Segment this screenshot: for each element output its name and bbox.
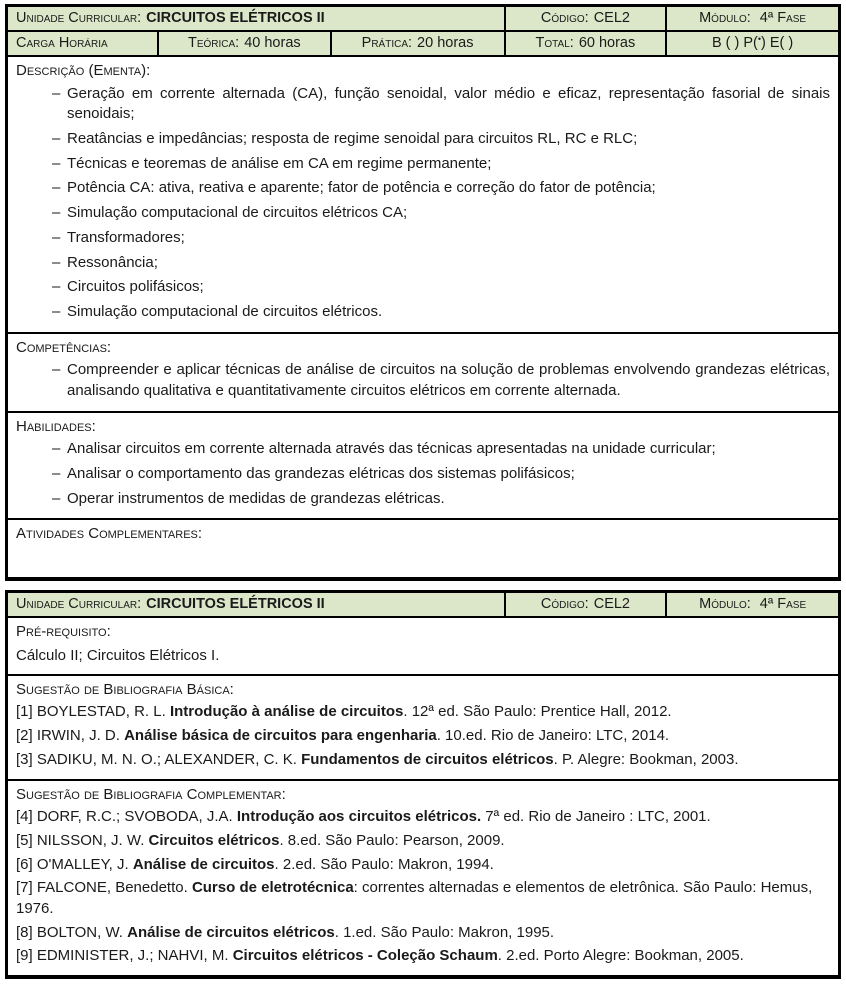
bibliografia-complementar-row (7, 780, 840, 978)
dash-marker: – (52, 361, 61, 379)
dash-marker: – (52, 84, 61, 102)
total-label: Total: (535, 35, 574, 51)
carga-horaria-cell (7, 31, 159, 56)
bib-entry-authors: [3] SADIKU, M. N. O.; ALEXANDER, C. K. (16, 750, 302, 768)
bib-entry-authors: [1] BOYLESTAD, R. L. (16, 703, 170, 721)
bib-entry-authors: [5] NILSSON, J. W. (16, 831, 149, 849)
list-item-text: Transformadores; (67, 228, 185, 246)
competencias-cell (7, 333, 840, 412)
list-item-text: Analisar o comportamento das grandezas elétricas dos sistemas polifásicos; (67, 465, 575, 482)
header-row-unit-2 (7, 592, 840, 618)
pratica-cell (331, 31, 505, 56)
bibliografia-basica-cell (7, 675, 840, 780)
bib-entry-edition-publisher: . P. Alegre: Bookman, 2003. (553, 750, 739, 768)
descricao-items (52, 84, 830, 323)
list-item (52, 489, 830, 510)
modulo-cell (666, 6, 839, 32)
bib-entry-edition-publisher: . 10.ed. Rio de Janeiro: LTC, 2014. (436, 727, 670, 745)
prerequisito-cell (7, 617, 840, 674)
list-item-text: Geração em corrente alternada (CA), função senoidal, valor médio e eficaz, representação fasorial de sinais senoidais; (67, 84, 830, 123)
bib-entry-title: Fundamentos de circuitos elétricos (301, 750, 554, 768)
modulo-label-2: Módulo: (699, 596, 751, 613)
prerequisito-row (7, 617, 840, 674)
list-item-text: Simulação computacional de circuitos elétricos CA; (67, 204, 408, 222)
unidade-curricular-cell (7, 6, 505, 32)
bibliography-entry (16, 855, 830, 876)
list-item (52, 178, 830, 199)
bib-entry-edition-publisher: : correntes alternadas e elementos de eletrônica. São Paulo: Hemus, 1976. (16, 879, 813, 917)
bibliografia-basica-entries (16, 702, 830, 770)
total-value: 60 horas (578, 35, 636, 51)
list-item (52, 277, 830, 298)
dash-marker: – (52, 302, 61, 320)
codigo-cell-2 (505, 592, 667, 618)
dash-marker: – (52, 440, 61, 458)
bibliography-entry (16, 831, 830, 852)
dash-marker: – (52, 228, 61, 246)
bib-entry-edition-publisher: . 2.ed. São Paulo: Makron, 1994. (274, 855, 494, 873)
modulo-cell-2 (666, 592, 839, 618)
pratica-label: Prática: (361, 35, 413, 51)
codigo-value-2: CEL2 (593, 596, 630, 613)
unidade-curricular-label: Unidade Curricular: (16, 10, 142, 26)
list-item-text: Potência CA: ativa, reativa e aparente; fator de potência e correção do fator de potência; (67, 179, 656, 197)
bpe-marked-dot: • (757, 34, 762, 44)
bib-entry-title: Análise de circuitos elétricos (127, 923, 335, 941)
codigo-label-2: Código: (540, 596, 589, 613)
bibliography-entry (16, 807, 830, 828)
bibliografia-complementar-cell (7, 780, 840, 978)
list-item (52, 203, 830, 224)
descricao-label: Descrição (Ementa): (16, 62, 151, 79)
list-item-text: Reatâncias e impedâncias; resposta de regime senoidal para circuitos RL, RC e RLC; (67, 130, 638, 148)
bibliography-table (5, 590, 841, 979)
dash-marker: – (52, 154, 61, 172)
bibliografia-complementar-entries (16, 807, 830, 967)
competencias-label: Competências: (16, 338, 112, 356)
total-cell (505, 31, 667, 56)
unidade-curricular-value: CIRCUITOS ELÉTRICOS II (146, 10, 325, 26)
bib-entry-title: Circuitos elétricos (148, 831, 280, 849)
list-item-text: Operar instrumentos de medidas de grandezas elétricas. (67, 489, 445, 507)
bibliography-entry (16, 702, 830, 723)
bibliografia-basica-label: Sugestão de Bibliografia Básica: (16, 680, 234, 698)
carga-horaria-label: Carga Horária (16, 35, 108, 51)
bib-entry-edition-publisher: . 8.ed. São Paulo: Pearson, 2009. (279, 831, 505, 849)
habilidades-cell (7, 412, 840, 520)
bibliography-entry (16, 923, 830, 944)
bibliography-entry (16, 946, 830, 967)
bib-entry-title: Introdução à análise de circuitos (169, 703, 404, 721)
teorica-label: Teórica: (187, 35, 240, 51)
bibliografia-basica-row (7, 675, 840, 780)
teorica-cell (158, 31, 330, 56)
list-item (52, 228, 830, 249)
list-item-text: Analisar circuitos em corrente alternada através das técnicas apresentadas na unidade curricular; (67, 440, 716, 458)
modulo-value: 4ª Fase (759, 10, 807, 26)
bib-entry-authors: [8] BOLTON, W. (16, 923, 128, 941)
pratica-value: 20 horas (417, 35, 474, 51)
descricao-cell (7, 56, 840, 333)
bib-entry-edition-publisher: . 2.ed. Porto Alegre: Bookman, 2005. (497, 947, 744, 965)
dash-marker: – (52, 489, 61, 507)
competencias-row (7, 333, 840, 412)
bibliografia-complementar-label: Sugestão de Bibliografia Complementar: (16, 785, 286, 803)
dash-marker: – (52, 179, 61, 197)
competencias-items (52, 360, 830, 401)
modulo-value-2: 4ª Fase (759, 596, 807, 613)
dash-marker: – (52, 465, 61, 482)
bpe-checkboxes-cell (666, 31, 839, 56)
unidade-curricular-value-2: CIRCUITOS ELÉTRICOS II (146, 596, 325, 613)
bib-entry-edition-publisher: . 1.ed. São Paulo: Makron, 1995. (334, 923, 555, 941)
list-item (52, 464, 830, 485)
header-row-unit (7, 6, 840, 32)
codigo-value: CEL2 (593, 10, 630, 26)
prerequisito-value: Cálculo II; Circuitos Elétricos I. (16, 647, 220, 665)
list-item (52, 253, 830, 274)
bib-entry-title: Circuitos elétricos - Coleção Schaum (232, 947, 498, 965)
bib-entry-title: Análise de circuitos (132, 855, 275, 873)
dash-marker: – (52, 204, 61, 222)
bib-entry-title: Análise básica de circuitos para engenharia (124, 727, 437, 745)
codigo-cell (505, 6, 667, 32)
atividades-label: Atividades Complementares: (16, 525, 203, 543)
bib-entry-title: Curso de eletrotécnica (191, 879, 354, 897)
list-item (52, 439, 830, 460)
bib-entry-title: Introdução aos circuitos elétricos. (236, 808, 482, 826)
bib-entry-authors: [9] EDMINISTER, J.; NAHVI, M. (16, 947, 233, 965)
bib-entry-edition-publisher: . 12ª ed. São Paulo: Prentice Hall, 2012. (403, 703, 672, 721)
list-item (52, 84, 830, 125)
habilidades-items (52, 439, 830, 509)
list-item-text: Simulação computacional de circuitos elétricos. (67, 302, 383, 320)
atividades-cell (7, 519, 840, 579)
habilidades-row (7, 412, 840, 520)
atividades-row (7, 519, 840, 579)
list-item-text: Técnicas e teoremas de análise em CA em regime permanente; (67, 154, 492, 172)
bib-entry-authors: [6] O'MALLEY, J. (16, 855, 133, 873)
header-row-carga (7, 31, 840, 56)
modulo-label: Módulo: (699, 10, 751, 26)
bibliography-entry (16, 726, 830, 747)
codigo-label: Código: (540, 10, 589, 26)
list-item (52, 360, 830, 401)
habilidades-label: Habilidades: (16, 417, 96, 435)
unidade-curricular-cell-2 (7, 592, 505, 618)
list-item (52, 129, 830, 150)
list-item (52, 154, 830, 175)
course-plan-table (5, 4, 841, 581)
bpe-prefix: B ( ) P( (711, 35, 758, 51)
teorica-value: 40 horas (244, 35, 301, 51)
descricao-row (7, 56, 840, 333)
list-item (52, 302, 830, 323)
dash-marker: – (52, 130, 61, 148)
bib-entry-authors: [7] FALCONE, Benedetto. (16, 879, 192, 897)
dash-marker: – (52, 253, 61, 271)
bpe-suffix: ) E( ) (761, 35, 794, 51)
bib-entry-edition-publisher: 7ª ed. Rio de Janeiro : LTC, 2001. (481, 808, 711, 826)
prerequisito-label: Pré-requisito: (16, 623, 111, 641)
bib-entry-authors: [2] IRWIN, J. D. (16, 727, 125, 745)
bib-entry-authors: [4] DORF, R.C.; SVOBODA, J.A. (16, 808, 237, 826)
bibliography-entry (16, 750, 830, 771)
unidade-curricular-label-2: Unidade Curricular: (16, 596, 142, 613)
dash-marker: – (52, 278, 61, 296)
list-item-text: Ressonância; (67, 253, 158, 271)
list-item-text: Compreender e aplicar técnicas de análise de circuitos na solução de problemas envolvendo grandezas elétricas, analisando qualitativa e quantitativamente circuitos elétricos em corrente alternada. (67, 361, 830, 399)
list-item-text: Circuitos polifásicos; (67, 278, 204, 296)
